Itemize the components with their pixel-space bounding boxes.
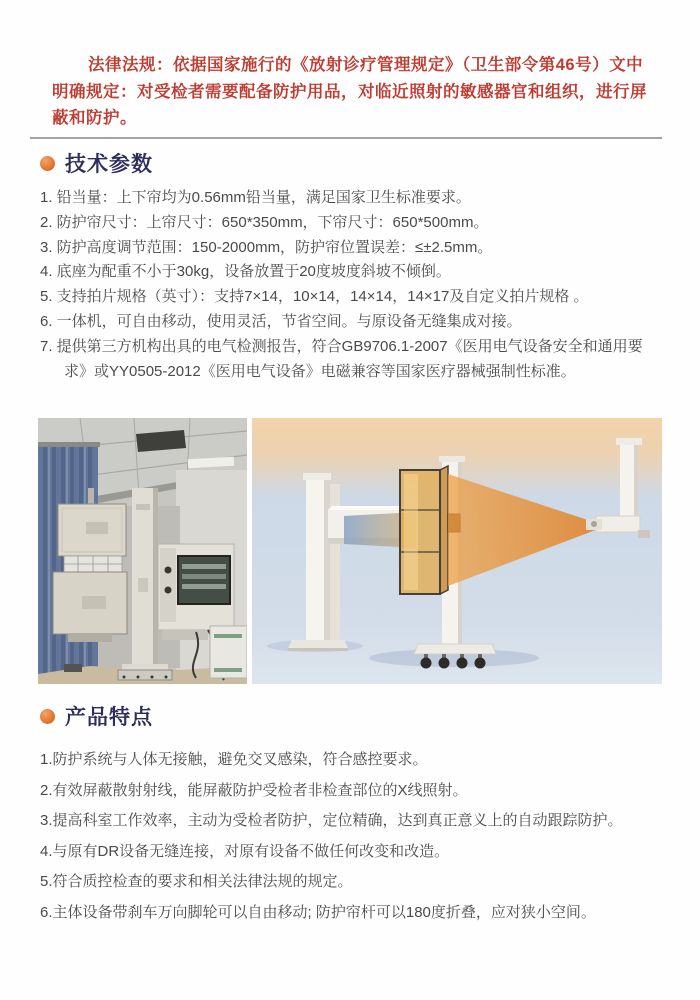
section-bullet-icon xyxy=(40,709,55,724)
section-bullet-icon xyxy=(40,156,55,171)
beam-simulation-render xyxy=(252,418,662,684)
tech-spec-list xyxy=(40,186,662,384)
side-cart xyxy=(210,626,247,678)
feature-item: 5.符合质控检查的要求和相关法律法规的规定。 xyxy=(40,873,353,891)
tech-spec-item: 2. 防护帘尺寸：上帘尺寸：650*350mm，下帘尺寸：650*500mm。 xyxy=(40,213,489,231)
xray-beam-diagram xyxy=(252,418,662,684)
tech-section-title: 技术参数 xyxy=(65,153,153,176)
section-technical-parameters xyxy=(40,148,153,178)
feature-item: 6.主体设备带刹车万向脚轮可以自由移动; 防护帘杆可以180度折叠，应对狭小空间。 xyxy=(40,903,596,921)
section-product-features xyxy=(40,701,153,731)
tech-spec-item: 6. 一体机，可自由移动，使用灵活，节省空间。与原设备无缝集成对接。 xyxy=(40,312,522,330)
tech-spec-item: 1. 铅当量：上下帘均为0.56mm铅当量，满足国家卫生标准要求。 xyxy=(40,189,471,206)
tech-spec-item: 4. 底座为配重不小于30kg，设备放置于20度坡度斜坡不倾倒。 xyxy=(40,263,451,281)
xray-room-photo xyxy=(38,418,247,684)
tech-spec-item: 3. 防护高度调节范围：150-2000mm，防护帘位置误差：≤±2.5mm。 xyxy=(40,238,493,256)
console-screen xyxy=(178,556,230,604)
tube-arm xyxy=(596,516,640,532)
product-photo xyxy=(38,418,247,684)
legal-notice: 法律法规：依据国家施行的《放射诊疗管理规定》（卫生部令第46号）文中明确规定：对受检者需要配备防护用品，对临近照射的敏感器官和组织，进行屏蔽和防护。 xyxy=(52,56,647,127)
feature-list xyxy=(40,745,670,929)
divider-line xyxy=(30,137,662,139)
feature-item: 2.有效屏蔽散射射线，能屏蔽防护受检者非检查部位的X线照射。 xyxy=(40,781,468,799)
feature-item: 3.提高科室工作效率，主动为受检者防护，定位精确，达到真正意义上的自动跟踪防护。 xyxy=(40,812,623,830)
tech-spec-item: 7. 提供第三方机构出具的电气检测报告，符合GB9706.1-2007《医用电气设备安全和通用要求》或YY0505-2012《医用电气设备》电磁兼容等国家医疗器械强制性标准。 xyxy=(40,337,643,380)
feature-item: 4.与原有DR设备无缝连接，对原有设备不做任何改变和改造。 xyxy=(40,842,450,860)
feature-item: 1.防护系统与人体无接触，避免交叉感染，符合感控要求。 xyxy=(40,751,428,768)
tech-spec-item: 5. 支持拍片规格（英寸）：支持7×14，10×14，14×14，14×17及自定义拍片规格 。 xyxy=(40,288,589,306)
features-section-title: 产品特点 xyxy=(65,706,153,729)
